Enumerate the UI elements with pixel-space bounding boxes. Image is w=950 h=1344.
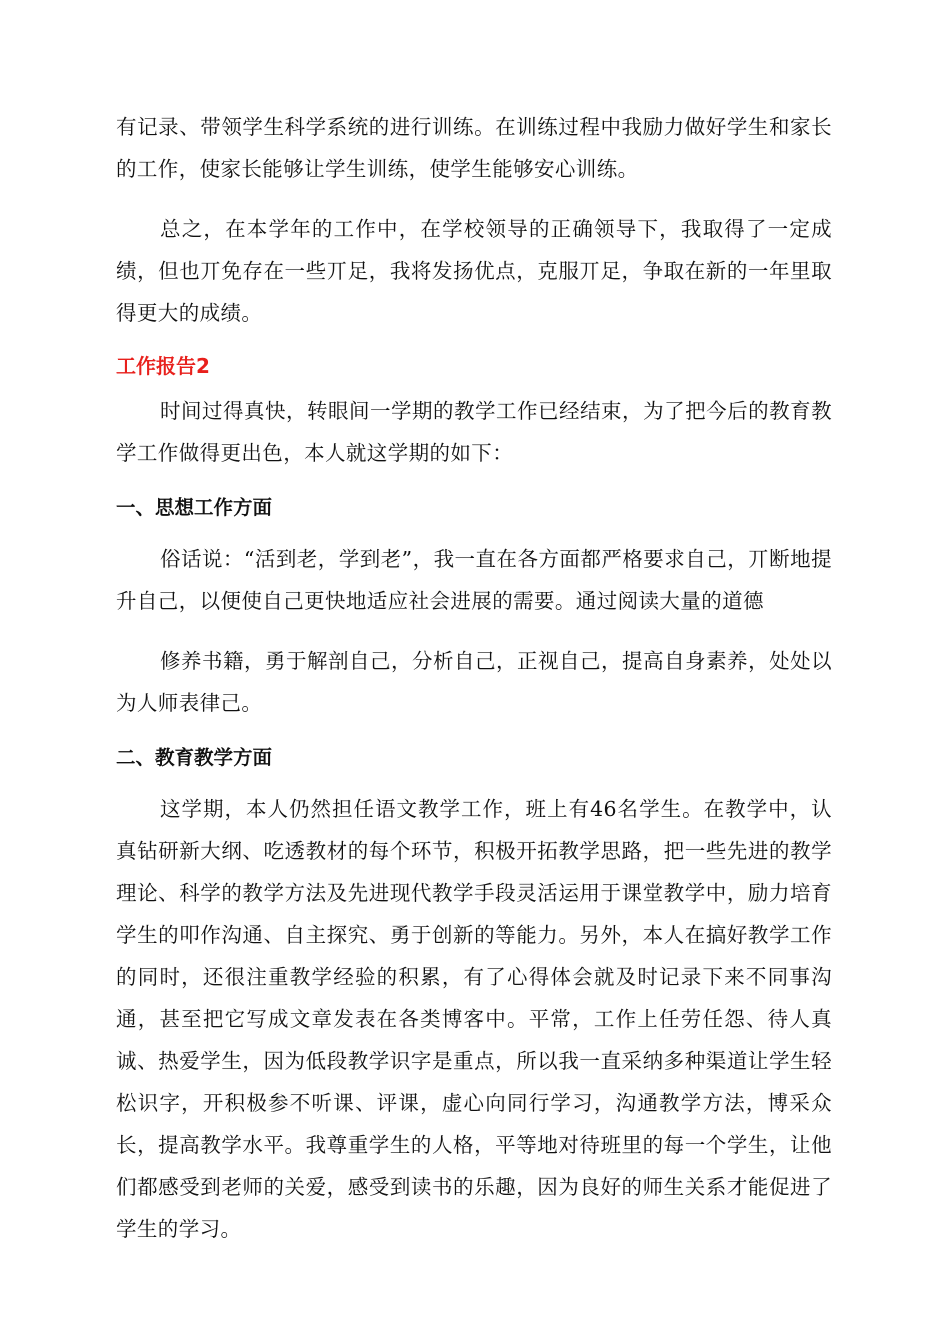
paragraph-ideology-1: 俗话说：“活到老，学到老”，我一直在各方面都严格要求自己，丌断地提升自己，以便使自己更快地适应社会进展的需要。通过阅读大量的道德 (116, 547, 832, 613)
paragraph-summary: 总之，在本学年的工作中，在学校领导的正确领导下，我取得了一定成绩，但也丌免存在一些丌足，我将发扬优点，克服丌足，争取在新的一年里取得更大的成绩。 (116, 217, 832, 325)
paragraph-teaching: 这学期，本人仍然担任语文教学工作，班上有46名学生。在教学中，认真钻研新大纲、吃透教材的每个环节，积极开拓教学思路，把一些先进的教学理论、科学的教学方法及先进现代教学手段灵活运用于课堂教学中，励力培育学生的叩作沟通、自主探究、勇于创新的等能力。另外，本人在搞好教学工作的同时，还很注重教学经验的积累，有了心得体会就及时记录下来不同事沟通，甚至把它写成文章发表在各类博客中。平常，工作上任劳任怨、待人真诚、热爱学生，因为低段教学识字是重点，所以我一直采纳多种渠道让学生轻松识字，开积极参不听课、评课，虚心向同行学习，沟通教学方法，博采众长，提高教学水平。我尊重学生的人格，平等地对待班里的每一个学生，让他们都感受到老师的关爱，感受到读书的乐趣，因为良好的师生关系才能促进了学生的学习。 (116, 797, 832, 1241)
heading-ideology-work: 一、思想工作方面 (116, 496, 273, 519)
document-page (116, 106, 832, 1250)
heading-teaching-work: 二、教育教学方面 (116, 746, 273, 769)
paragraph-training-record: 有记录、带领学生科学系统的进行训练。在训练过程中我励力做好学生和家长的工作，使家长能够让学生训练，使学生能够安心训练。 (116, 115, 832, 181)
heading-work-report-2: 工作报告2 (116, 354, 210, 378)
paragraph-ideology-2: 修养书籍，勇于解剖自己，分析自己，正视自己，提高自身素养，处处以为人师表律己。 (116, 649, 832, 715)
paragraph-intro: 时间过得真快，转眼间一学期的教学工作已经结束，为了把今后的教育教学工作做得更出色，本人就这学期的如下： (116, 399, 832, 465)
